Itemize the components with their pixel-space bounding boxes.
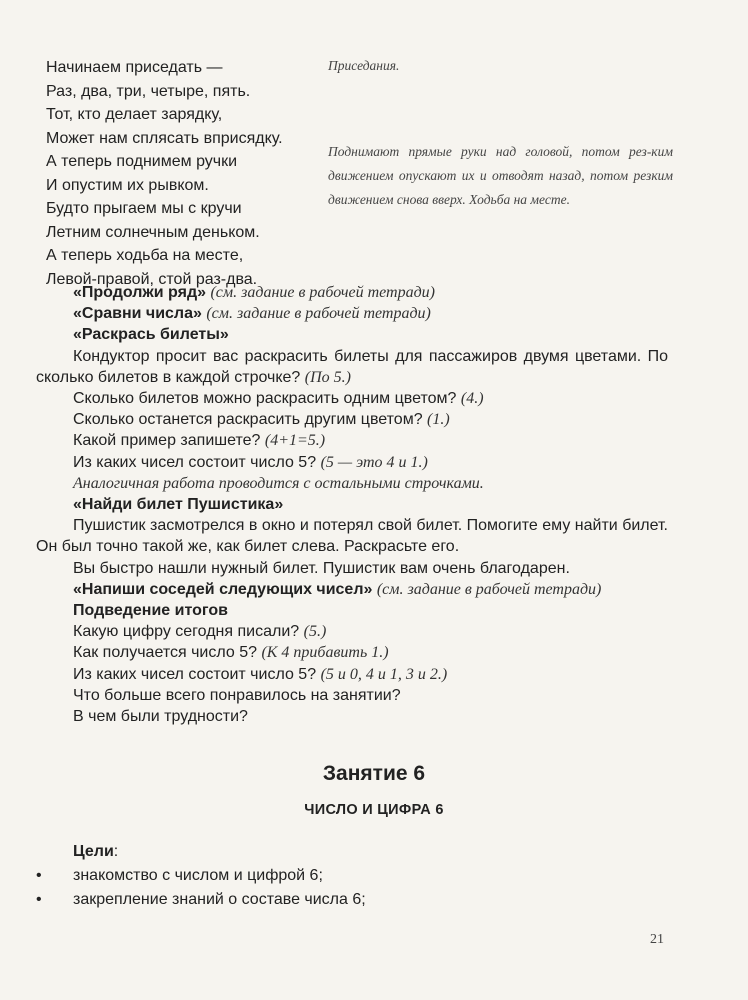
poem-line: Раз, два, три, четыре, пять. <box>46 82 251 100</box>
poem-line: А теперь поднимем ручки <box>46 153 238 170</box>
goals-section <box>36 840 668 912</box>
poem-line: Начинаем приседать — <box>46 59 223 76</box>
goal-item: • закрепление знаний о составе числа 6; <box>36 888 668 912</box>
poem-line: Левой-правой, стой раз-два. <box>46 270 258 288</box>
task-continue-row <box>36 282 668 303</box>
answer: (5 — это 4 и 1.) <box>320 453 428 471</box>
question: В чем были трудности? <box>73 708 248 726</box>
poem-line: Будто прыгаем мы с кручи <box>46 200 242 217</box>
question: Сколько билетов можно раскрасить одним цветом? (4.) <box>73 390 484 408</box>
question: Как получается число 5? (К 4 прибавить 1.) <box>73 644 389 662</box>
task-title: «Напиши соседей следующих чисел» <box>73 580 373 598</box>
question: Сколько останется раскрасить другим цветом? (1.) <box>73 411 450 429</box>
question: Какую цифру сегодня писали? (5.) <box>73 623 327 641</box>
question: Из каких чисел состоит число 5? (5 и 0, 4 и 1, 3 и 2.) <box>73 665 448 683</box>
goal-item: • знакомство с числом и цифрой 6; <box>36 864 668 888</box>
poem-line: И опустим их рывком. <box>46 176 209 194</box>
paragraph: Вы быстро нашли нужный билет. Пушистик вам очень благодарен. <box>73 559 570 577</box>
task-title: «Сравни числа» <box>73 305 202 323</box>
answer: (1.) <box>427 411 450 429</box>
goals-label: Цели: <box>73 843 119 860</box>
poem-note-squats: Приседания. <box>328 58 400 73</box>
bullet-icon: • <box>36 891 42 908</box>
answer: (К 4 прибавить 1.) <box>261 644 389 662</box>
lesson-subtitle: ЧИСЛО И ЦИФРА 6 <box>304 802 444 818</box>
poem <box>46 56 326 291</box>
task-write-neighbors <box>36 579 668 600</box>
answer: (4.) <box>460 390 484 408</box>
poem-line: Тот, кто делает зарядку, <box>46 106 223 123</box>
task-color-tickets <box>36 324 668 345</box>
answer: (4+1=5.) <box>264 432 326 450</box>
task-title: «Найди билет Пушистика» <box>73 496 284 514</box>
answer: (По 5.) <box>304 368 351 386</box>
poem-line: Летним солнечным деньком. <box>46 223 260 241</box>
answer: (5 и 0, 4 и 1, 3 и 2.) <box>320 665 448 683</box>
bullet-icon: • <box>36 867 42 884</box>
task-title: «Продолжи ряд» <box>73 284 207 301</box>
task-note: (см. задание в рабочей тетради) <box>210 284 436 301</box>
task-note: (см. задание в рабочей тетради) <box>206 305 431 323</box>
question: Из каких чисел состоит число 5? (5 — это 4 и 1.) <box>73 453 428 471</box>
paragraph: Кондуктор просит вас раскрасить билеты для пассажиров двумя цветами. По сколько билетов в каждой строчке? (По 5.) <box>36 347 668 386</box>
lesson-body <box>36 282 668 727</box>
method-note: Аналогичная работа проводится с остальными строчками. <box>73 474 484 492</box>
task-title: «Раскрась билеты» <box>73 326 229 344</box>
task-compare-numbers <box>36 303 668 324</box>
poem-note-arms: Поднимают прямые руки над головой, потом рез-ким движением опускают их и отводят назад, потом резким движением снова вверх. Ходьба на месте. <box>328 144 673 207</box>
page-number: 21 <box>650 932 664 947</box>
question: Что больше всего понравилось на занятии? <box>73 686 401 704</box>
lesson-title: Занятие 6 <box>322 762 426 785</box>
paragraph: Пушистик засмотрелся в окно и потерял свой билет. Помогите ему найти билет. Он был точно такой же, как билет слева. Раскрасьте его. <box>36 517 668 556</box>
answer: (5.) <box>303 623 327 641</box>
task-find-ticket <box>36 494 668 515</box>
poem-line: А теперь ходьба на месте, <box>46 247 244 264</box>
poem-line: Может нам сплясать вприсядку. <box>46 129 283 147</box>
question: Какой пример запишете? (4+1=5.) <box>73 432 326 450</box>
task-note: (см. задание в рабочей тетради) <box>376 580 602 598</box>
summary-heading: Подведение итогов <box>73 602 228 620</box>
